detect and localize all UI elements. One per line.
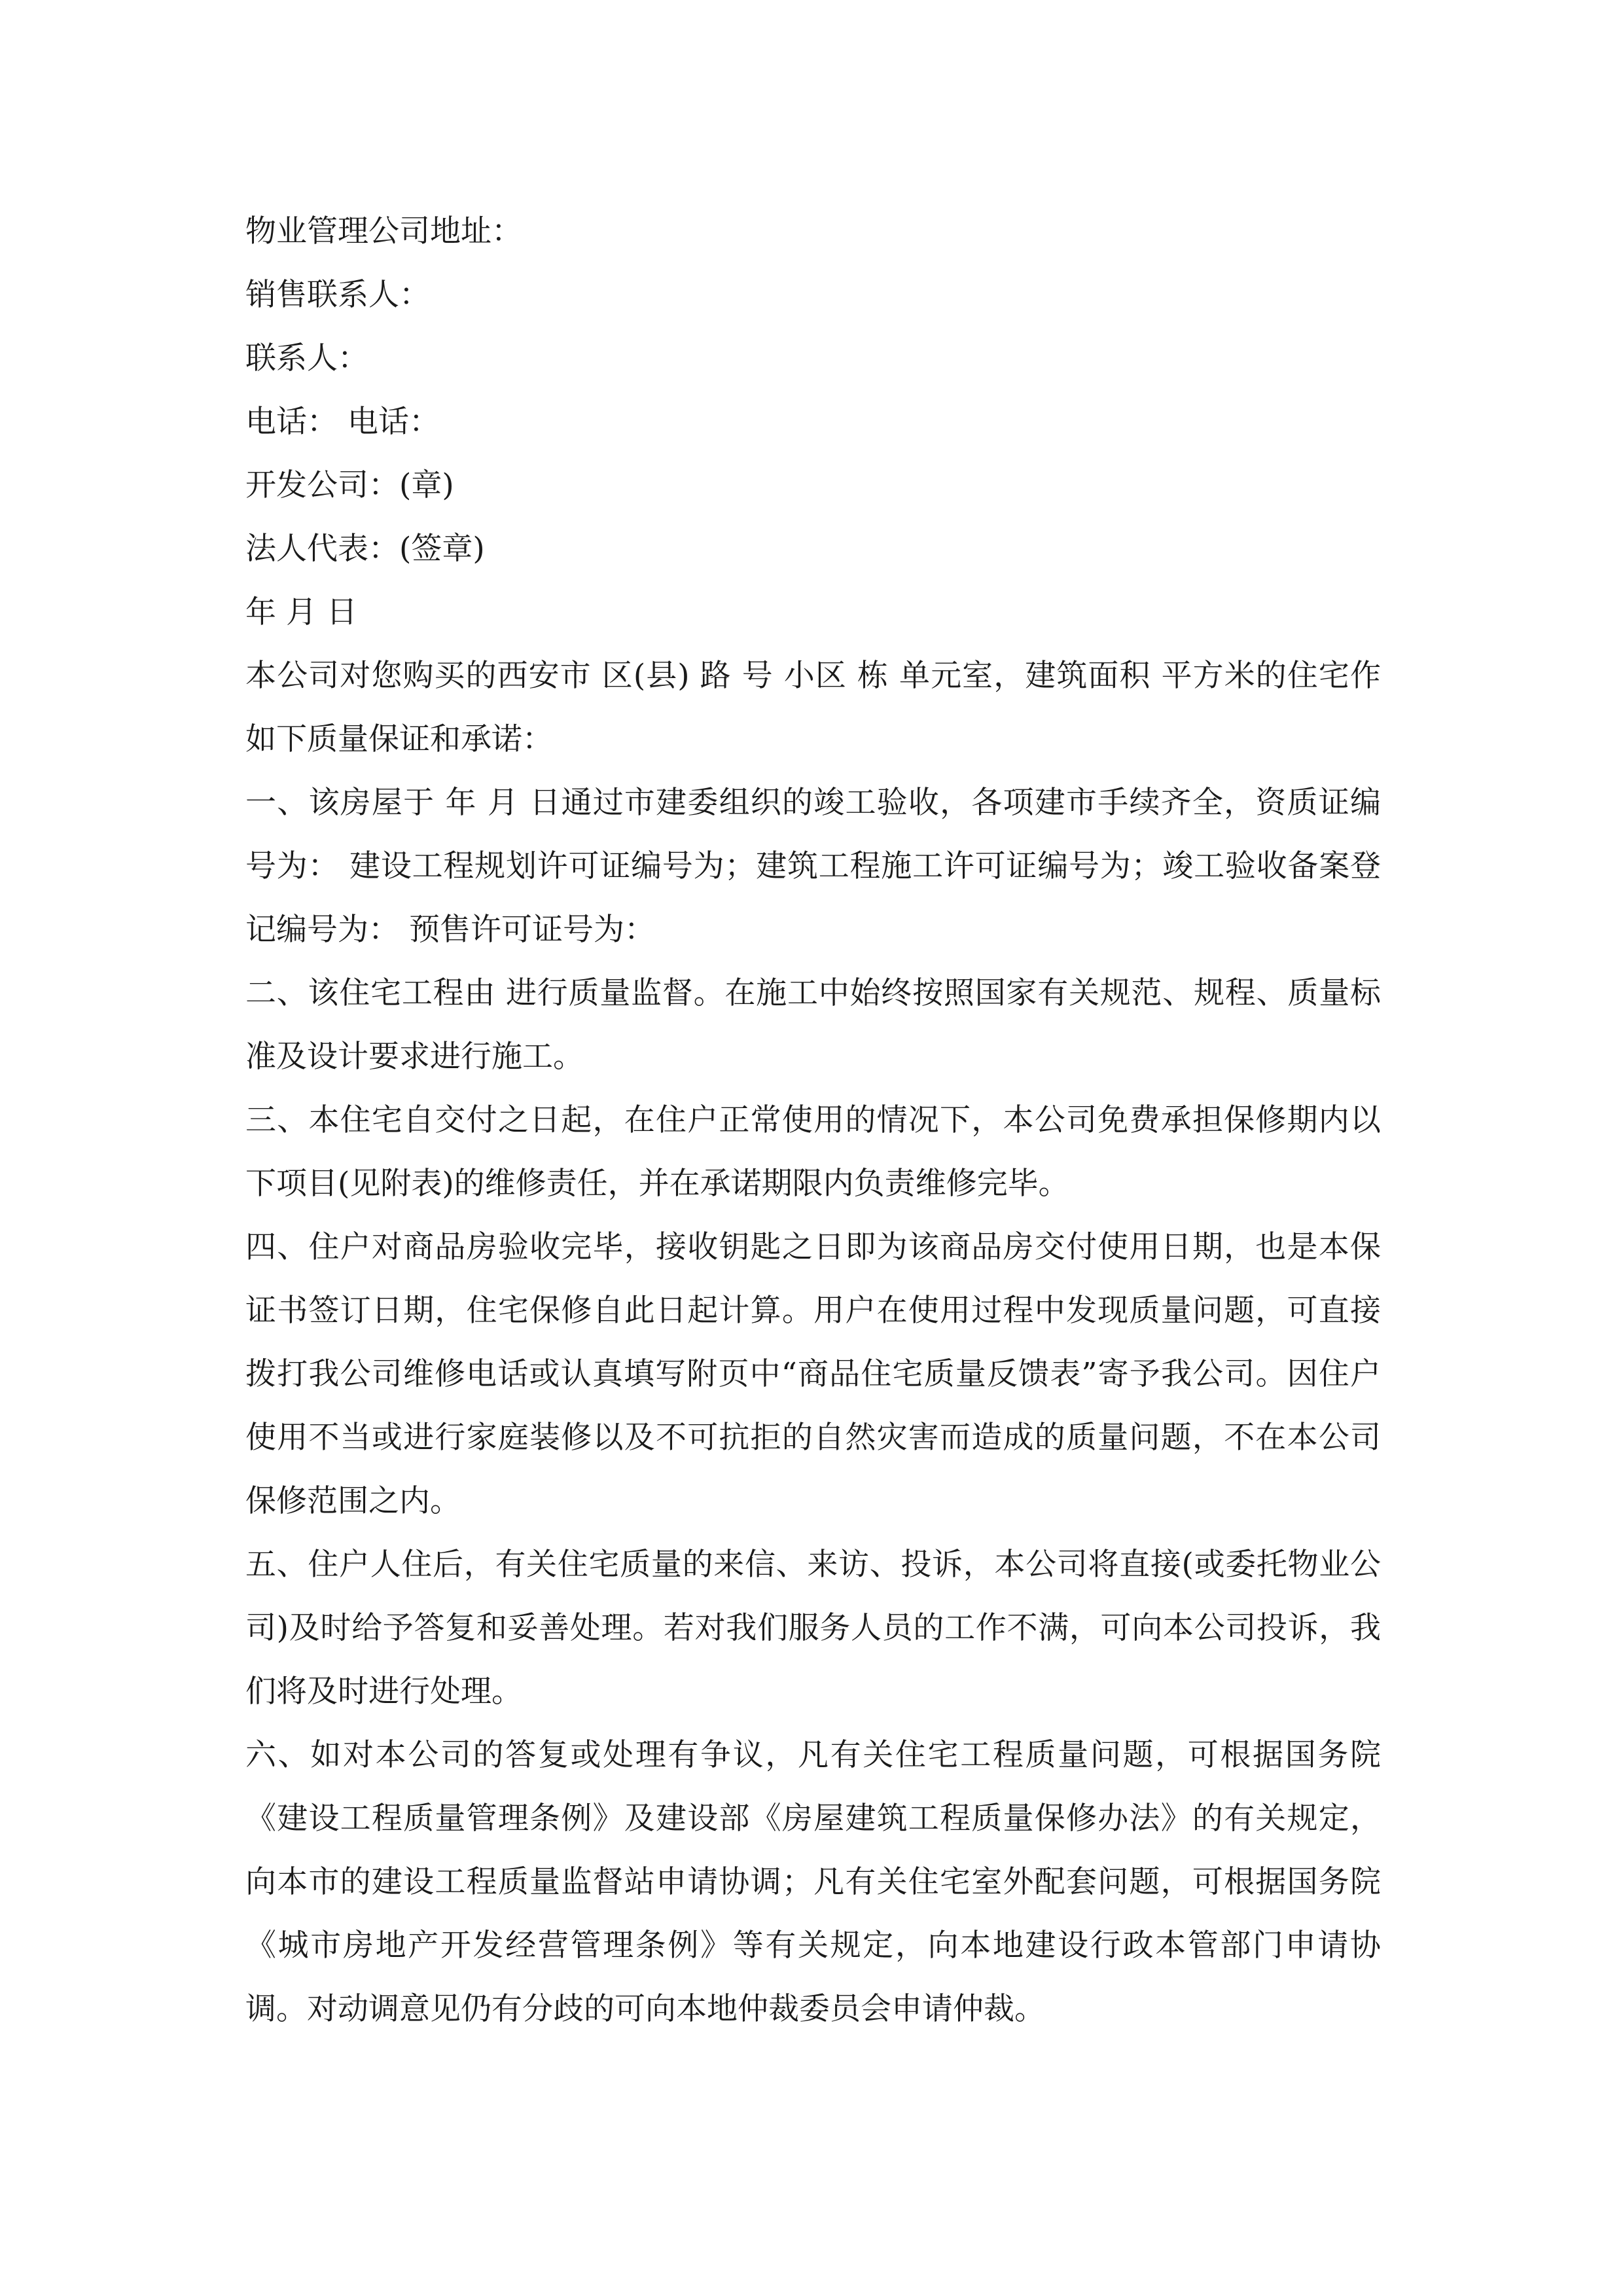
document-body [245, 200, 1381, 2041]
clause-2-paragraph: 二、该住宅工程由 进行质量监督。在施工中始终按照国家有关规范、规程、质量标准及设计要求进行施工。 [245, 975, 1381, 1075]
clause-5-paragraph: 五、住户人住后，有关住宅质量的来信、来访、投诉，本公司将直接(或委托物业公司)及时给予答复和妥善处理。若对我们服务人员的工作不满，可向本公司投诉，我们将及时进行处理。 [245, 1547, 1381, 1710]
clause-6-paragraph: 六、如对本公司的答复或处理有争议，凡有关住宅工程质量问题，可根据国务院《建设工程质量管理条例》及建设部《房屋建筑工程质量保修办法》的有关规定，向本市的建设工程质量监督站申请协调；凡有关住宅室外配套问题，可根据国务院《城市房地产开发经营管理条例》等有关规定，向本地建设行政本管部门申请协调。对动调意见仍有分歧的可向本地仲裁委员会申请仲裁。 [245, 1737, 1381, 2027]
contact-field: 联系人： [245, 340, 368, 376]
legal-representative-field: 法人代表：(签章) [245, 531, 485, 567]
sales-contact-field: 销售联系人： [245, 277, 430, 313]
date-field: 年 月 日 [245, 594, 357, 630]
clause-3-paragraph: 三、本住宅自交付之日起，在住户正常使用的情况下，本公司免费承担保修期内以下项目(见附表)的维修责任，并在承诺期限内负责维修完毕。 [245, 1102, 1381, 1202]
phone-fields: 电话： 电话： [245, 404, 440, 440]
intro-paragraph: 本公司对您购买的西安市 区(县) 路 号 小区 栋 单元室，建筑面积 平方米的住宅作如下质量保证和承诺： [245, 658, 1381, 757]
property-company-address-field: 物业管理公司地址： [245, 213, 522, 249]
clause-1-paragraph: 一、该房屋于 年 月 日通过市建委组织的竣工验收，各项建市手续齐全，资质证编号为： 建设工程规划许可证编号为；建筑工程施工许可证编号为；竣工验收备案登记编号为： 预售许可证号为： [245, 785, 1381, 948]
clause-4-paragraph: 四、住户对商品房验收完毕，接收钥匙之日即为该商品房交付使用日期，也是本保证书签订日期，住宅保修自此日起计算。用户在使用过程中发现质量问题，可直接拨打我公司维修电话或认真填写附页中“商品住宅质量反馈表”寄予我公司。因住户使用不当或进行家庭装修以及不可抗拒的自然灾害而造成的质量问题，不在本公司保修范围之内。 [245, 1229, 1381, 1519]
developer-seal-field: 开发公司：(章) [245, 467, 454, 503]
